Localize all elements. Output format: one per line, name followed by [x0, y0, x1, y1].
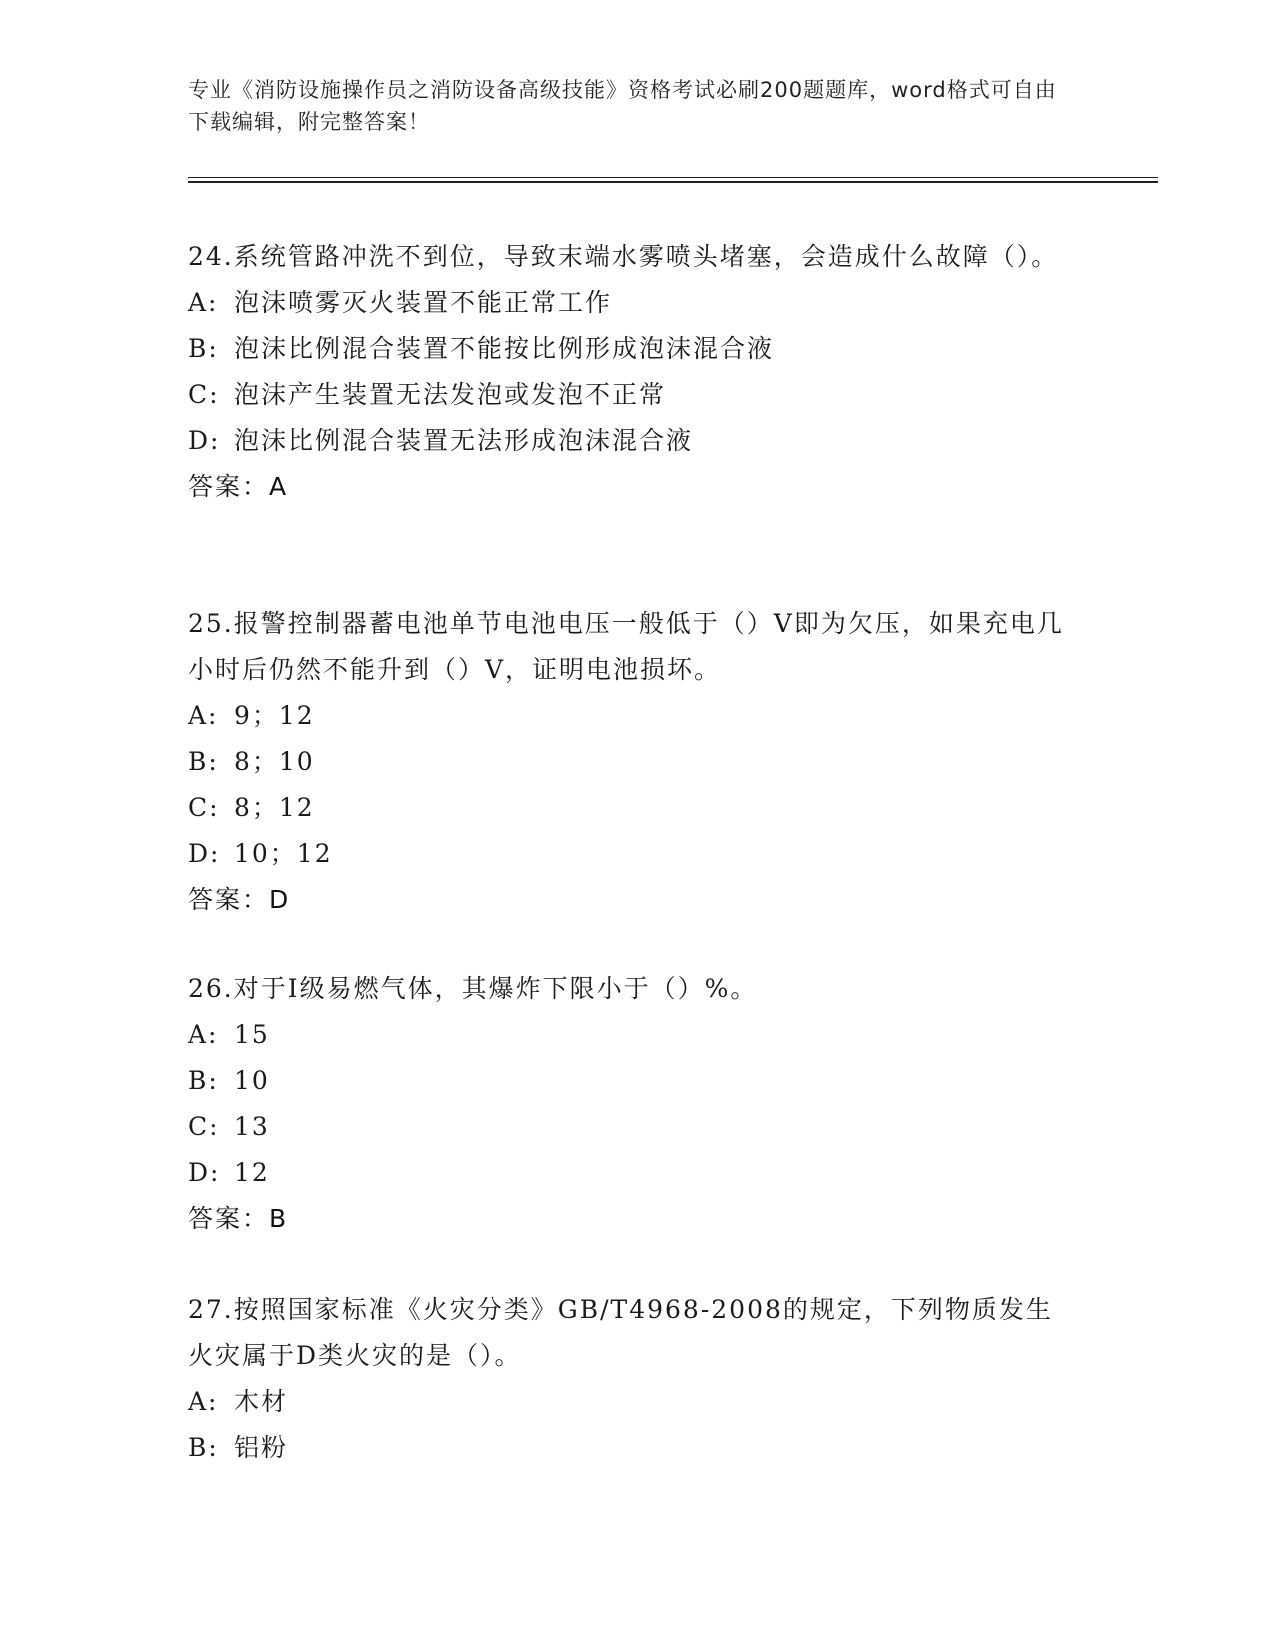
- question-text: 26.对于Ⅰ级易燃气体，其爆炸下限小于（）%。: [188, 974, 758, 1003]
- question-text: 24.系统管路冲洗不到位，导致末端水雾喷头堵塞，会造成什么故障（）。: [188, 242, 1059, 271]
- option-letter: A:: [188, 1020, 219, 1049]
- option-letter: D:: [188, 1158, 221, 1187]
- option-text: 泡沫产生装置无法发泡或发泡不正常: [234, 380, 667, 409]
- option-text: 9；12: [234, 701, 315, 730]
- option-b: [188, 1425, 1068, 1471]
- option-letter: B:: [188, 1066, 219, 1095]
- option-text: 8；12: [234, 793, 315, 822]
- option-text: 铝粉: [234, 1433, 289, 1462]
- option-a: [188, 1379, 1068, 1425]
- option-letter: A:: [188, 288, 219, 317]
- option-text: 泡沫比例混合装置无法形成泡沫混合液: [234, 426, 694, 455]
- option-text: 10: [234, 1066, 270, 1095]
- option-text: 泡沫喷雾灭火装置不能正常工作: [234, 288, 613, 317]
- option-letter: A:: [188, 701, 219, 730]
- option-letter: A:: [188, 1387, 219, 1416]
- option-text: 13: [234, 1112, 270, 1141]
- option-d: [188, 1150, 1068, 1196]
- option-text: 15: [234, 1020, 270, 1049]
- option-c: [188, 785, 1068, 831]
- option-a: [188, 280, 1068, 326]
- option-text: 10；12: [234, 839, 333, 868]
- question-text: 25.报警控制器蓄电池单节电池电压一般低于（）V即为欠压，如果充电几小时后仍然不能升到（）V，证明电池损坏。: [188, 609, 1064, 684]
- option-letter: C:: [188, 793, 220, 822]
- option-b: [188, 326, 1068, 372]
- option-c: [188, 1104, 1068, 1150]
- option-letter: C:: [188, 380, 220, 409]
- option-a: [188, 693, 1068, 739]
- answer-text: 答案：B: [188, 1204, 289, 1233]
- question-25: [188, 601, 1068, 923]
- answer-text: 答案：D: [188, 885, 291, 914]
- option-a: [188, 1012, 1068, 1058]
- header-divider-thick: [188, 181, 1158, 183]
- option-b: [188, 1058, 1068, 1104]
- option-letter: B:: [188, 1433, 219, 1462]
- question-26: [188, 966, 1068, 1242]
- option-text: 木材: [234, 1387, 289, 1416]
- option-text: 12: [234, 1158, 270, 1187]
- option-text: 泡沫比例混合装置不能按比例形成泡沫混合液: [234, 334, 775, 363]
- option-letter: B:: [188, 334, 219, 363]
- question-text: 27.按照国家标准《火灾分类》GB/T4968-2008的规定，下列物质发生火灾属于D类火灾的是（）。: [188, 1295, 1053, 1370]
- option-d: [188, 418, 1068, 464]
- option-b: [188, 739, 1068, 785]
- option-d: [188, 831, 1068, 877]
- question-27: [188, 1287, 1068, 1471]
- answer-text: 答案：A: [188, 472, 289, 501]
- option-c: [188, 372, 1068, 418]
- option-letter: D:: [188, 839, 221, 868]
- option-letter: C:: [188, 1112, 220, 1141]
- option-letter: D:: [188, 426, 221, 455]
- header-divider-thin: [188, 177, 1158, 178]
- option-letter: B:: [188, 747, 219, 776]
- question-24: [188, 234, 1068, 510]
- document-header: 专业《消防设施操作员之消防设备高级技能》资格考试必刷200题题库，word格式可自由下载编辑，附完整答案！: [188, 78, 1057, 134]
- option-text: 8；10: [234, 747, 315, 776]
